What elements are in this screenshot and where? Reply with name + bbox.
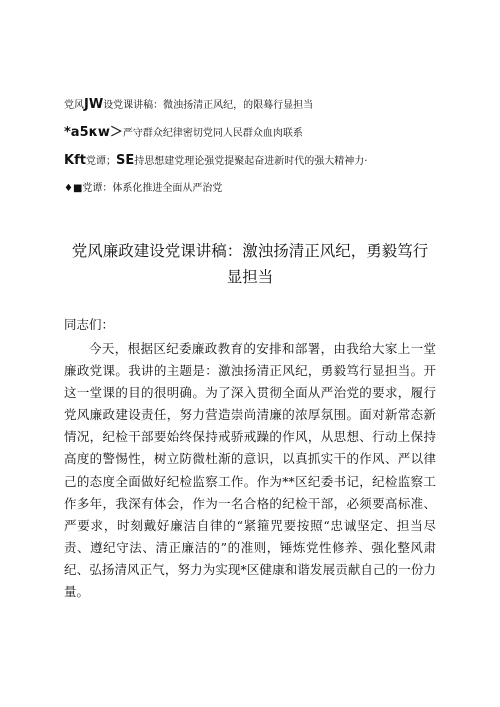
toc-item-4-prefix: ♦■ — [64, 183, 83, 194]
toc-item-1-text: 设党课讲稿：微浊扬清正风纪，的限蓦行显担当 — [103, 100, 314, 111]
table-of-contents — [64, 98, 464, 209]
toc-item-1-bold: JW — [84, 97, 104, 112]
toc-item-3-bold2: SE — [115, 153, 135, 168]
document-title: 党风廉政建设党课讲稿：激浊扬清正风纪，勇毅笃行显担当 — [71, 242, 429, 286]
toc-item-2-bold: *a5κw＞ — [64, 125, 123, 140]
toc-item-2-text: 严守群众纪律密切党同人民群众血肉联系 — [122, 128, 303, 139]
toc-item-3[interactable] — [64, 154, 464, 169]
body-paragraph: 今天，根据区纪委廉政教育的安排和部署，由我给大家上一堂廉政党课。我讲的主题是：激浊扬清正风纪，勇毅笃行显担当。开这一堂课的目的很明确。为了深入贯彻全面从严治党的要求，履行党风廉政建设责任，努力营造崇尚清廉的浓厚氛围。面对新常态新情况，纪检干部要始终保持戒骄戒躁的作风，从思想、行动上保持高度的警惕性，树立防微杜渐的意识，以真抓实干的作风、严以律己的态度全面做好纪检监察工作。作为**区纪委书记，纪检监察工作多年，我深有体会，作为一名合格的纪检干部，必须要高标准、严要求，时刻戴好廉洁自律的“紧箍咒要按照“忠诚坚定、担当尽责、遵纪守法、清正廉洁的”的准则，锤炼党性修养、强化整风肃纪、弘扬清风正气，努力为实现*区健康和谐发展贡献自己的一份力量。 — [64, 341, 436, 600]
salutation: 同志们： — [64, 317, 115, 332]
toc-item-4[interactable] — [64, 182, 464, 196]
toc-item-3-mid: 党谭； — [85, 156, 116, 167]
toc-item-4-text: 党谭：体系化推进全面从严治党 — [82, 183, 223, 194]
toc-item-1-prefix: 党风 — [64, 100, 84, 111]
toc-item-3-bold: Kft — [64, 153, 86, 168]
toc-item-1[interactable] — [64, 98, 464, 113]
toc-item-3-text: 持思想建党理论强党提聚起奋进新时代的强大精神力· — [134, 156, 368, 167]
toc-item-2[interactable] — [64, 126, 464, 141]
